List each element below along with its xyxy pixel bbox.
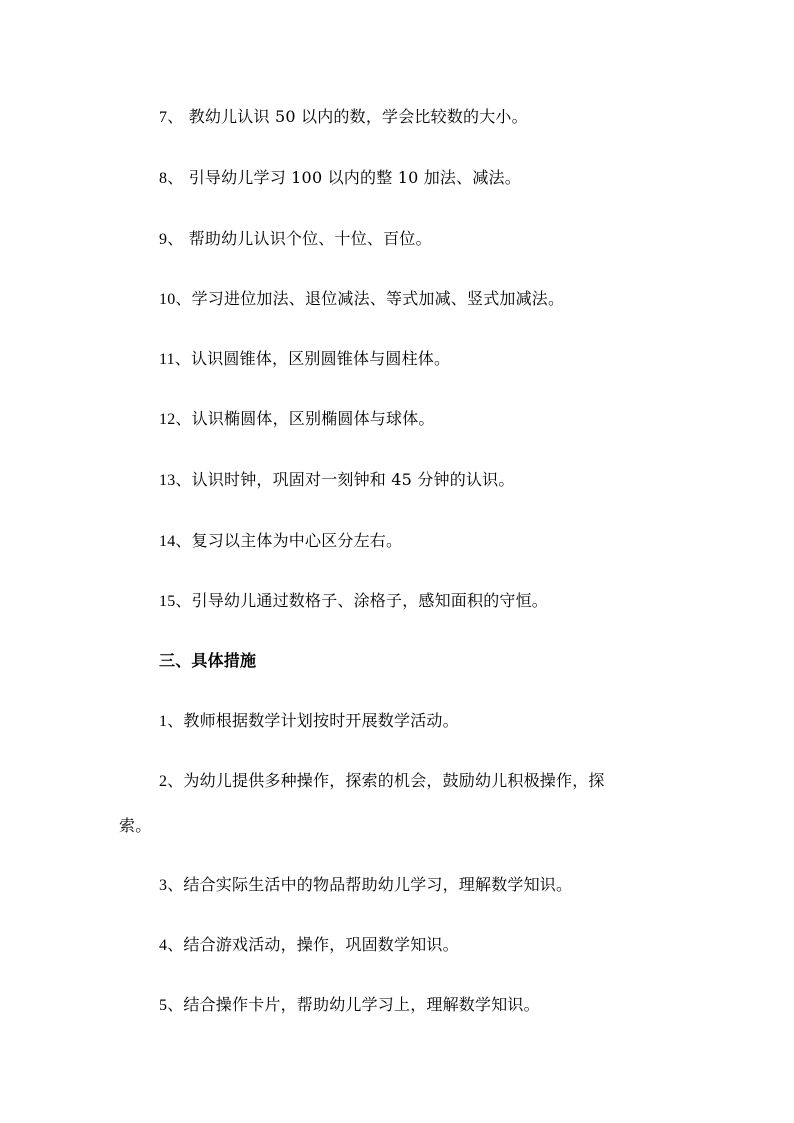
item-text: 引导幼儿学习 100 以内的整 10 加法、减法。 xyxy=(183,168,521,187)
item-number: 2、 xyxy=(159,773,184,790)
item-text: 引导幼儿通过数格子、涂格子，感知面积的守恒。 xyxy=(191,591,549,610)
item-number: 3、 xyxy=(159,877,184,894)
objective-item-10 xyxy=(159,289,564,310)
item-number: 4、 xyxy=(159,937,184,954)
item-text: 结合游戏活动，操作，巩固数学知识。 xyxy=(183,935,459,954)
measure-item-3 xyxy=(159,875,572,896)
measure-item-1 xyxy=(159,711,459,732)
item-number: 12、 xyxy=(159,411,192,428)
objective-item-14 xyxy=(159,531,402,552)
measure-item-5 xyxy=(159,995,540,1016)
item-number: 10、 xyxy=(159,291,192,308)
item-number: 5、 xyxy=(159,997,184,1014)
item-text: 教幼儿认识 50 以内的数，学会比较数的大小。 xyxy=(183,107,528,126)
objective-item-12 xyxy=(159,409,435,430)
objective-item-7 xyxy=(159,107,528,128)
measure-item-2 xyxy=(159,771,605,792)
objective-item-9 xyxy=(159,229,432,250)
item-text: 认识时钟，巩固对一刻钟和 45 分钟的认识。 xyxy=(191,470,515,489)
item-text: 结合实际生活中的物品帮助幼儿学习，理解数学知识。 xyxy=(183,875,573,894)
item-number: 14、 xyxy=(159,533,192,550)
item-text: 教师根据数学计划按时开展数学活动。 xyxy=(183,711,459,730)
section-heading: 三、具体措施 xyxy=(159,651,257,670)
item-text: 认识圆锥体，区别圆锥体与圆柱体。 xyxy=(191,349,451,368)
item-number: 13、 xyxy=(159,472,192,489)
item-text: 结合操作卡片，帮助幼儿学习上，理解数学知识。 xyxy=(183,995,540,1014)
objective-item-15 xyxy=(159,591,548,612)
item-number: 8、 xyxy=(159,170,184,187)
measure-item-4 xyxy=(159,935,459,956)
measure-item-2-continuation: 索。 xyxy=(119,816,152,835)
item-text: 为幼儿提供多种操作，探索的机会，鼓励幼儿积极操作，探 xyxy=(183,771,605,790)
item-number: 9、 xyxy=(159,231,184,248)
item-number: 1、 xyxy=(159,713,184,730)
item-text: 帮助幼儿认识个位、十位、百位。 xyxy=(183,229,432,248)
objective-item-8 xyxy=(159,168,521,189)
item-number: 11、 xyxy=(159,351,192,368)
item-text: 学习进位加法、退位减法、等式加减、竖式加减法。 xyxy=(191,289,565,308)
objective-item-11 xyxy=(159,349,450,370)
item-text: 复习以主体为中心区分左右。 xyxy=(191,531,403,550)
item-number: 7、 xyxy=(159,109,184,126)
item-text: 认识椭圆体，区别椭圆体与球体。 xyxy=(191,409,435,428)
item-number: 15、 xyxy=(159,593,192,610)
objective-item-13 xyxy=(159,470,515,491)
